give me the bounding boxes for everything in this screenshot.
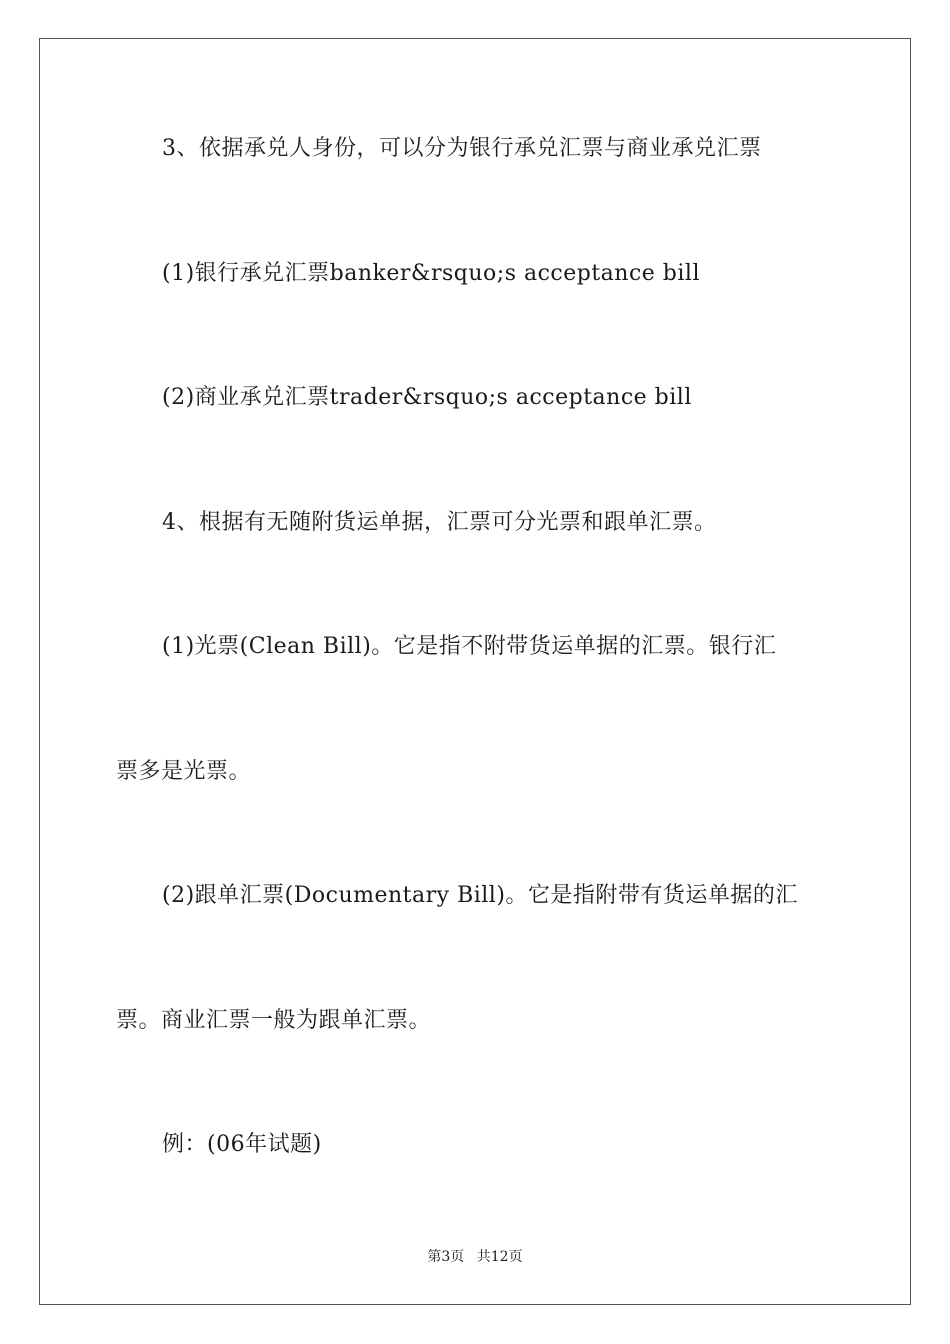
page-border [39, 38, 911, 1305]
paragraph-line: (2)跟单汇票(Documentary Bill)。它是指附带有货运单据的汇 [162, 883, 798, 908]
paragraph-line: 票。商业汇票一般为跟单汇票。 [116, 1008, 432, 1033]
page-number: 第3页 [427, 1249, 465, 1265]
paragraph-line: 4、根据有无随附货运单据，汇票可分光票和跟单汇票。 [162, 510, 717, 535]
page-count: 共12页 [476, 1249, 523, 1265]
paragraph-line: (1)银行承兑汇票banker&rsquo;s acceptance bill [162, 261, 700, 286]
page-footer [0, 1248, 950, 1266]
paragraph-line: 票多是光票。 [116, 759, 252, 784]
paragraph-line: (1)光票(Clean Bill)。它是指不附带货运单据的汇票。银行汇 [162, 634, 777, 659]
paragraph-line: (2)商业承兑汇票trader&rsquo;s acceptance bill [162, 385, 692, 410]
paragraph-line: 例：(06年试题) [162, 1132, 322, 1157]
paragraph-line: 3、依据承兑人身份，可以分为银行承兑汇票与商业承兑汇票 [162, 136, 762, 161]
